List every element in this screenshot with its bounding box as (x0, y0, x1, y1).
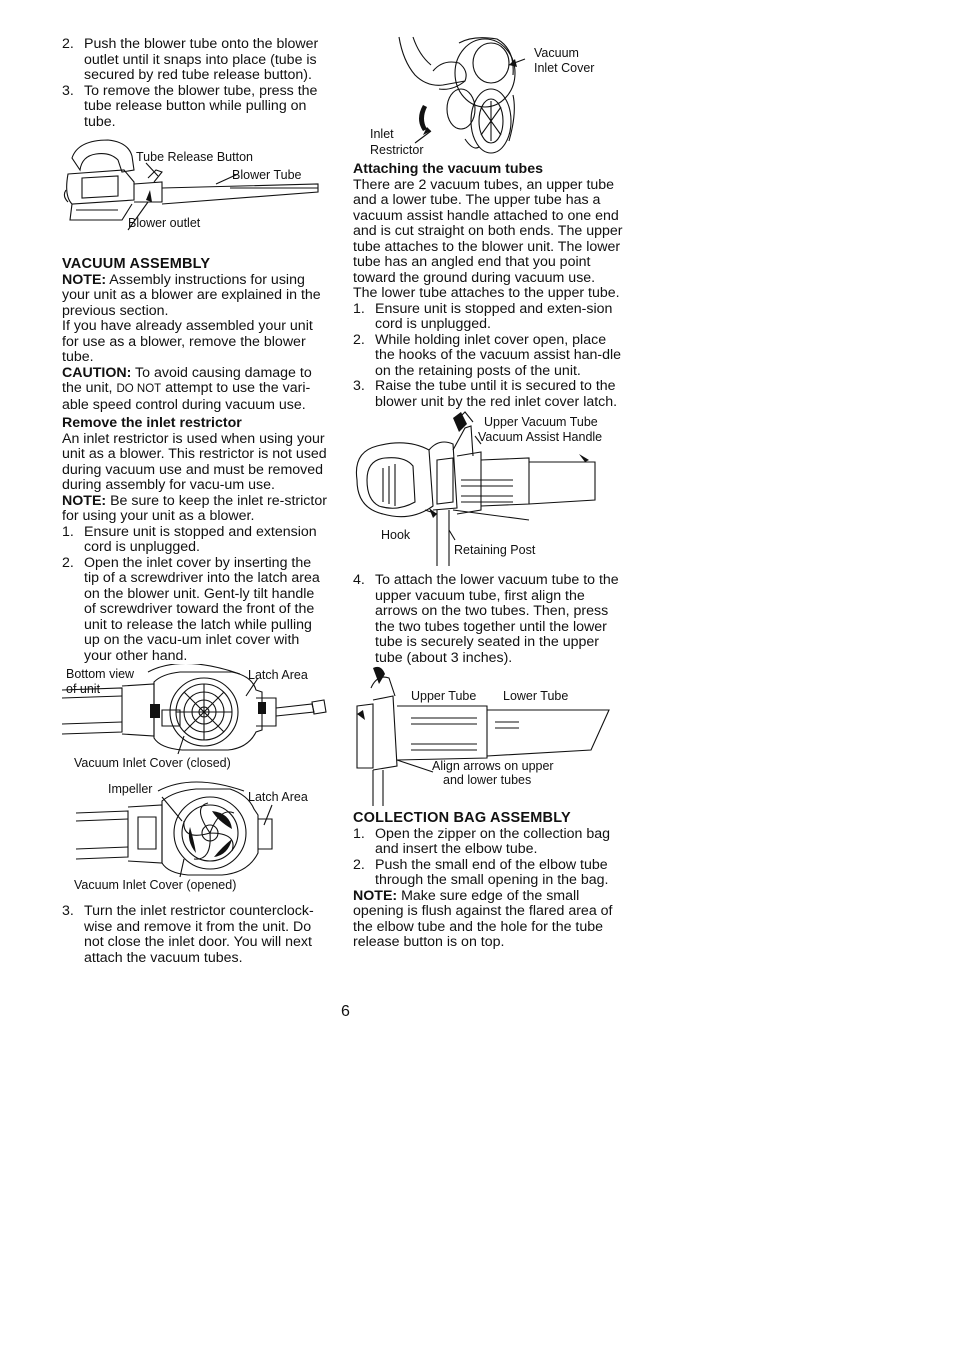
vacuum-inlet-cover-label: Vacuum (534, 46, 579, 60)
note-label: NOTE: (353, 887, 398, 904)
do-not-text: DO NOT (116, 383, 162, 395)
list-text: To remove the blower tube, press the tube release button while pulling on tube. (84, 82, 318, 130)
list-item (353, 827, 623, 858)
list-text: Raise the tube until it is secured to the blower unit by the red inlet cover latch. (375, 378, 618, 410)
right-column (353, 35, 623, 951)
instruction-paragraph: An inlet restrictor is used when using your unit as a blower. This restrictor is not used during vacuum use and must be removed during assembly for vacu-um use. (62, 430, 327, 493)
blower-outlet-label: Blower outlet (128, 216, 201, 230)
latch-area-label: Latch Area (248, 790, 308, 804)
list-text: While holding inlet cover open, place the hooks of the vacuum assist han-dle on the retaining posts of the unit. (375, 331, 622, 379)
list-num: 1. (353, 825, 365, 842)
retaining-post-label: Retaining Post (454, 543, 536, 557)
list-text: Push the small end of the elbow tube through the small opening in the bag. (375, 856, 609, 888)
list-num: 2. (62, 36, 74, 52)
note-paragraph (353, 889, 623, 951)
upper-tube-figure (353, 410, 623, 573)
attaching-vacuum-tubes-heading: Attaching the vacuum tubes (353, 161, 543, 177)
list-num: 4. (353, 572, 365, 588)
list-text: To attach the lower vacuum tube to the upper vacuum tube, first align the arrows on the two tubes. Then, press the two tubes together until the lower tube is securely seated in the upper tube (about 3 inches). (375, 572, 619, 666)
list-num: 1. (353, 300, 365, 317)
blower-tube-figure (62, 130, 330, 248)
blower-tube-label: Blower Tube (232, 168, 302, 182)
left-column (62, 37, 330, 966)
list-text: Ensure unit is stopped and exten-sion cord is unplugged. (375, 300, 613, 332)
inlet-cover-closed-caption: Vacuum Inlet Cover (closed) (74, 756, 231, 770)
list-text: Open the inlet cover by inserting the tip of a screwdriver into the latch area on the blower unit. Gent-ly tilt handle of screwdriver toward the front of the unit to release the latch while pulling up on the vacu-um inlet cover with your other hand. (84, 554, 320, 664)
vacuum-assist-handle-label: Vacuum Assist Handle (478, 430, 603, 444)
list-num: 1. (62, 523, 74, 540)
bottom-view-label: of unit (66, 682, 101, 696)
list-item (62, 525, 330, 556)
upper-vacuum-tube-label: Upper Vacuum Tube (484, 415, 598, 429)
caution-text: attempt to use the vari-able speed control during vacuum use. (62, 380, 311, 413)
inlet-restrictor-figure (353, 35, 623, 162)
lower-tube-figure (353, 666, 623, 811)
bottom-view-label: Bottom view (66, 667, 135, 681)
impeller-label: Impeller (108, 782, 153, 796)
remove-inlet-restrictor-heading: Remove the inlet restrictor (62, 415, 242, 431)
page-number: 6 (341, 1003, 350, 1020)
list-item (62, 556, 330, 665)
list-text: Push the blower tube onto the blower outlet until it snaps into place (tube is secured by red tube release button). (84, 36, 319, 83)
list-text: Ensure unit is stopped and extension cord is unplugged. (84, 523, 317, 555)
note-text: Make sure edge of the small opening is flush against the flared area of the elbow tube and the hole for the tube release button is on top. (353, 887, 613, 950)
instruction-paragraph: There are 2 vacuum tubes, an upper tube and a lower tube. The upper tube has a vacuum assist handle attached to one end and is cut straight on both ends. The upper tube attaches to the blower unit. The lower tube has an angled end that you point toward the ground during vacuum use. The lower tube attaches to the upper tube. (353, 176, 623, 301)
caution-text: To avoid causing damage to the unit, (62, 364, 312, 396)
lower-tube-label: Lower Tube (503, 689, 569, 703)
vacuum-inlet-cover-label: Inlet Cover (534, 61, 595, 75)
align-arrows-label: and lower tubes (443, 773, 532, 787)
list-num: 3. (62, 82, 74, 99)
tube-release-button-label: Tube Release Button (136, 150, 253, 164)
list-num: 3. (62, 903, 74, 919)
inlet-restrictor-label: Inlet (370, 127, 394, 141)
inlet-restrictor-label: Restrictor (370, 143, 424, 157)
list-num: 3. (353, 378, 365, 394)
latch-area-label: Latch Area (248, 668, 308, 682)
list-item (353, 573, 623, 666)
caution-paragraph (62, 366, 330, 414)
instruction-paragraph: If you have already assembled your unit for use as a blower, remove the blower tube. (62, 318, 313, 365)
note-paragraph (62, 273, 330, 320)
list-item (353, 333, 623, 380)
upper-tube-label: Upper Tube (411, 689, 477, 703)
note-text: Assembly instructions for using your unit as a blower are explained in the previous section. (62, 271, 321, 319)
hook-label: Hook (381, 528, 411, 542)
list-item (353, 379, 623, 410)
note-label: NOTE: (62, 271, 107, 288)
inlet-cover-closed-figure (62, 664, 330, 777)
note-text: Be sure to keep the inlet re-strictor for using your unit as a blower. (62, 492, 327, 524)
list-item (353, 302, 623, 333)
collection-bag-assembly-heading: COLLECTION BAG ASSEMBLY (353, 810, 571, 826)
vacuum-assembly-heading: VACUUM ASSEMBLY (62, 256, 211, 272)
blower-tube-illustration (62, 130, 330, 248)
list-num: 2. (62, 554, 74, 571)
list-item (62, 84, 330, 131)
note-paragraph (62, 494, 330, 525)
list-num: 2. (353, 856, 365, 873)
inlet-cover-opened-caption: Vacuum Inlet Cover (opened) (74, 878, 237, 892)
list-num: 2. (353, 331, 365, 348)
inlet-cover-opened-figure (62, 777, 330, 903)
list-item (62, 37, 330, 84)
list-text: Turn the inlet restrictor counterclock-wise and remove it from the unit. Do not close the inlet door. You will next attach the vacuum tubes. (84, 903, 314, 966)
list-item (353, 858, 623, 889)
lower-tube-illustration (353, 666, 623, 811)
list-item (62, 904, 330, 966)
align-arrows-label: Align arrows on upper (432, 759, 554, 773)
list-text: Open the zipper on the collection bag and insert the elbow tube. (375, 825, 611, 857)
note-label: NOTE: (62, 492, 107, 509)
caution-label: CAUTION: (62, 364, 132, 381)
